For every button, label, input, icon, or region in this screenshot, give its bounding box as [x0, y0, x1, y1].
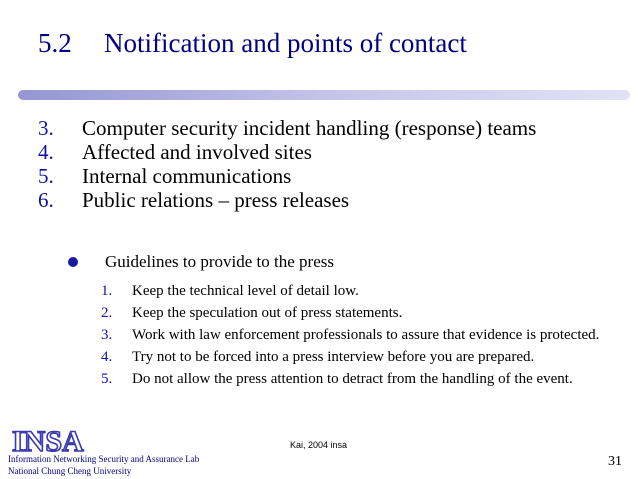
item-number: 3. — [38, 116, 54, 140]
section-number: 5.2 — [38, 28, 72, 58]
title-text: Notification and points of contact — [104, 28, 467, 58]
bullet-item — [68, 252, 334, 272]
guidelines-list — [101, 283, 611, 393]
bullet-dot-icon — [68, 257, 78, 267]
item-text: Work with law enforcement professionals to assure that evidence is protected. — [132, 327, 600, 343]
university-name: National Chung Cheng University — [8, 466, 132, 476]
main-list — [38, 116, 628, 212]
list-item — [38, 140, 628, 164]
item-text: Keep the technical level of detail low. — [132, 283, 359, 299]
item-number: 2. — [101, 305, 113, 321]
item-text: Internal communications — [82, 164, 292, 188]
list-item — [101, 305, 611, 321]
lab-name: Information Networking Security and Assurance Lab — [8, 454, 200, 464]
author-credit: Kai, 2004 insa — [290, 440, 348, 450]
list-item — [101, 371, 611, 387]
item-text: Affected and involved sites — [82, 140, 312, 164]
list-item — [38, 164, 628, 188]
svg-text:INSA: INSA — [12, 425, 84, 456]
item-text: Keep the speculation out of press statements. — [132, 305, 403, 321]
list-item — [38, 188, 628, 212]
item-number: 1. — [101, 283, 113, 299]
list-item — [101, 283, 611, 299]
item-number: 5. — [38, 164, 54, 188]
item-number: 5. — [101, 371, 113, 387]
slide-title — [38, 28, 467, 59]
bullet-text: Guidelines to provide to the press — [105, 252, 334, 271]
page-number: 31 — [608, 454, 622, 469]
insa-logo — [10, 424, 90, 456]
list-item — [101, 327, 611, 343]
item-text: Do not allow the press attention to detract from the handling of the event. — [132, 371, 573, 387]
title-divider — [12, 88, 636, 102]
list-item — [101, 349, 611, 365]
item-text: Computer security incident handling (response) teams — [82, 116, 537, 140]
list-item — [38, 116, 628, 140]
item-text: Try not to be forced into a press interview before you are prepared. — [132, 349, 535, 365]
item-number: 6. — [38, 188, 54, 212]
item-number: 4. — [38, 140, 54, 164]
item-number: 3. — [101, 327, 113, 343]
item-number: 4. — [101, 349, 113, 365]
item-text: Public relations – press releases — [82, 188, 350, 212]
